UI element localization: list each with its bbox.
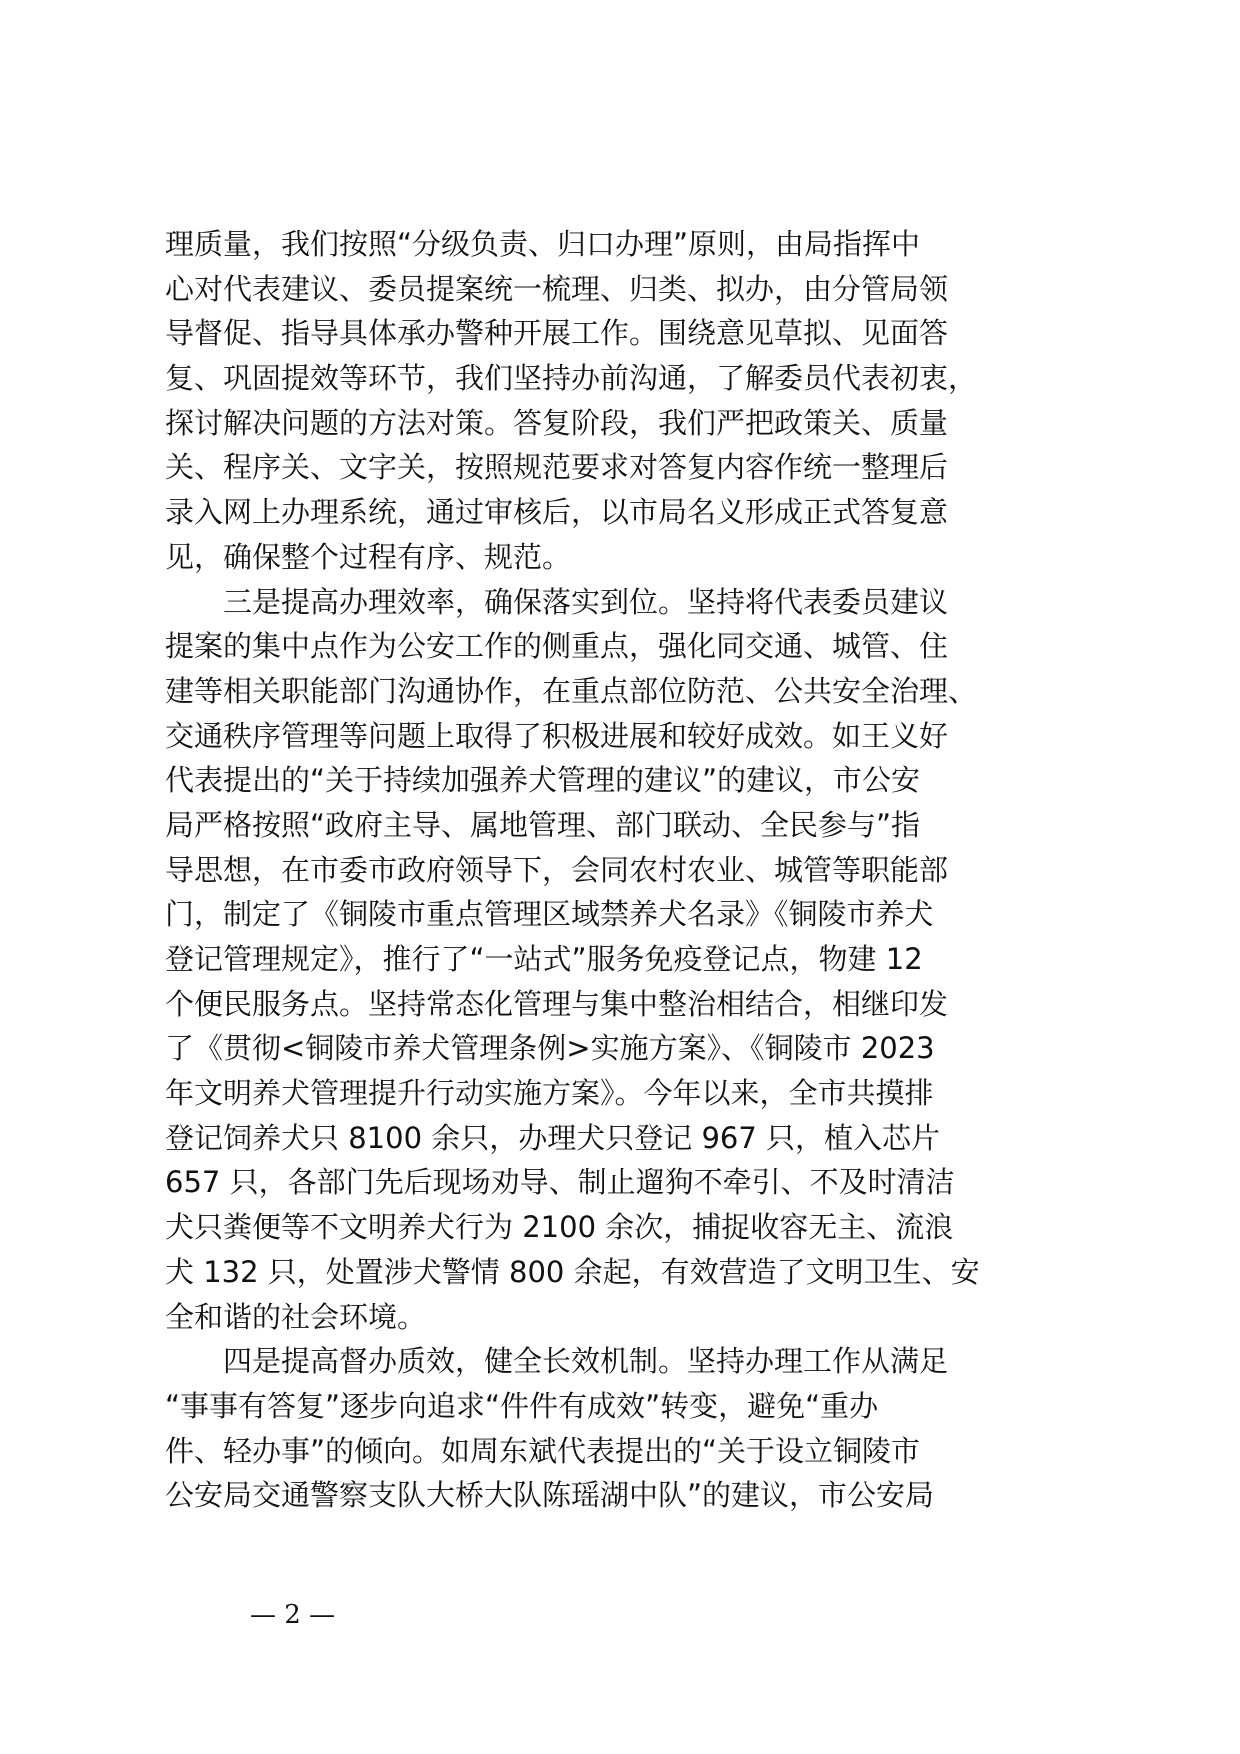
page-number: — 2 — — [250, 1600, 336, 1630]
text-line: 个便民服务点。坚持常态化管理与集中整治相结合，相继印发 — [165, 986, 949, 1021]
text-line: 三是提高办理效率，确保落实到位。坚持将代表委员建议 — [223, 584, 949, 619]
text-line: 年文明养犬管理提升行动实施方案》。今年以来，全市共摸排 — [165, 1076, 934, 1111]
text-line: 心对代表建议、委员提案统一梳理、归类、拟办，由分管局领 — [165, 271, 949, 306]
text-line: 复、巩固提效等环节，我们坚持办前沟通，了解委员代表初衷， — [165, 361, 978, 396]
text-line: 四是提高督办质效，健全长效机制。坚持办理工作从满足 — [223, 1344, 949, 1379]
text-line: 件、轻办事”的倾向。如周东斌代表提出的“关于设立铜陵市 — [165, 1433, 921, 1468]
text-line: 关、程序关、文字关，按照规范要求对答复内容作统一整理后 — [165, 450, 949, 485]
text-line: 局严格按照“政府主导、属地管理、部门联动、全民参与”指 — [165, 807, 921, 842]
paragraph-continuation — [165, 222, 1090, 580]
text-line: 犬 132 只，处置涉犬警情 800 余起，有效营造了文明卫生、安 — [165, 1254, 980, 1289]
text-line: 登记管理规定》，推行了“一站式”服务免疫登记点，物建 12 — [165, 942, 923, 976]
text-line: 录入网上办理系统，通过审核后，以市局名义形成正式答复意 — [165, 495, 949, 530]
document-body — [165, 222, 1090, 1518]
text-line: 犬只粪便等不文明养犬行为 2100 余次，捕捉收容无主、流浪 — [165, 1210, 954, 1245]
text-line: 门，制定了《铜陵市重点管理区域禁养犬名录》《铜陵市养犬 — [165, 897, 934, 932]
text-line: 见，确保整个过程有序、规范。 — [165, 539, 572, 574]
paragraph-three — [165, 580, 1090, 1340]
paragraph-four — [165, 1339, 1090, 1518]
text-line: 探讨解决问题的方法对策。答复阶段，我们严把政策关、质量 — [165, 405, 949, 440]
text-line: 657 只，各部门先后现场劝导、制止遛狗不牵引、不及时清洁 — [165, 1165, 955, 1200]
text-line: 理质量，我们按照“分级负责、归口办理”原则，由局指挥中 — [165, 227, 921, 261]
text-line: 建等相关职能部门沟通协作，在重点部位防范、公共安全治理、 — [165, 673, 978, 708]
text-line: 登记饲养犬只 8100 余只，办理犬只登记 967 只，植入芯片 — [165, 1120, 941, 1155]
text-line: “事事有答复”逐步向追求“件件有成效”转变，避免“重办 — [165, 1388, 879, 1423]
text-line: 全和谐的社会环境。 — [165, 1299, 427, 1334]
text-line: 导督促、指导具体承办警种开展工作。围绕意见草拟、见面答 — [165, 316, 949, 351]
text-line: 代表提出的“关于持续加强养犬管理的建议”的建议，市公安 — [165, 763, 921, 798]
text-line: 导思想，在市委市政府领导下，会同农村农业、城管等职能部 — [165, 852, 949, 887]
text-line: 公安局交通警察支队大桥大队陈瑶湖中队”的建议，市公安局 — [165, 1478, 935, 1513]
text-line: 提案的集中点作为公安工作的侧重点，强化同交通、城管、住 — [165, 629, 949, 664]
text-line: 了《贯彻<铜陵市养犬管理条例>实施方案》、《铜陵市 2023 — [165, 1031, 935, 1066]
text-line: 交通秩序管理等问题上取得了积极进展和较好成效。如王义好 — [165, 718, 949, 753]
